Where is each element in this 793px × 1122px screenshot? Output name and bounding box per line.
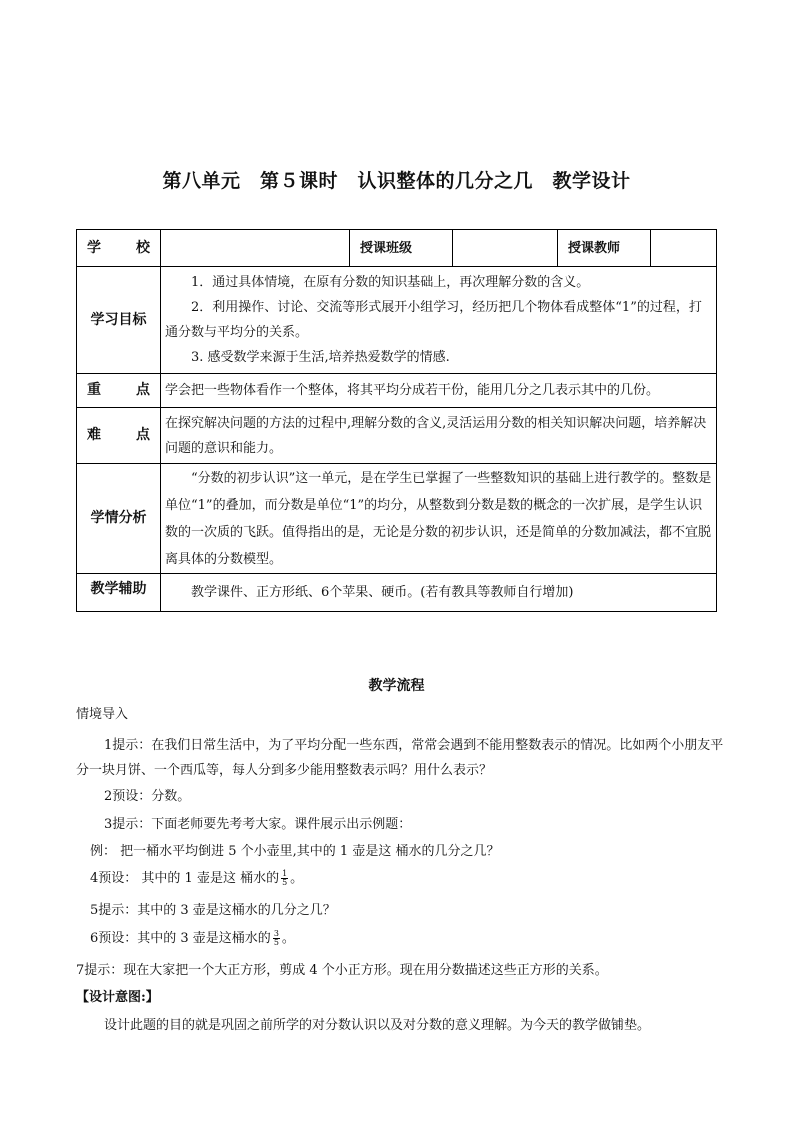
analysis-label: 学情分析 bbox=[77, 464, 161, 574]
key-point-text: 学会把一些物体看作一个整体，将其平均分成若干份，能用几分之几表示其中的几份。 bbox=[161, 374, 717, 408]
table-row-objectives bbox=[77, 267, 717, 374]
table-row-aids bbox=[77, 574, 717, 612]
school-label: 学 校 bbox=[77, 230, 161, 267]
table-row-key-point bbox=[77, 374, 717, 408]
aids-label: 教学辅助 bbox=[77, 574, 161, 612]
flow-intro: 情境导入 bbox=[76, 707, 129, 722]
design-intent-heading: 【设计意图:】 bbox=[76, 990, 159, 1005]
objectives-cell bbox=[161, 267, 717, 374]
class-label: 授课班级 bbox=[350, 230, 453, 267]
flow-line-8: 7提示：现在大家把一个大正方形，剪成 4 个小正方形。现在用分数描述这些正方形的关系。 bbox=[76, 963, 608, 978]
lesson-info-table bbox=[76, 229, 717, 612]
table-row-analysis bbox=[77, 464, 717, 574]
table-row-school bbox=[77, 230, 717, 267]
class-value bbox=[453, 230, 558, 267]
objective-item: 3. 感受数学来源于生活,培养热爱数学的情感. bbox=[191, 350, 450, 365]
difficulty-label: 难 点 bbox=[77, 408, 161, 464]
difficulty-text: 在探究解决问题的方法的过程中,理解分数的含义,灵活运用分数的相关知识解决问题，培养解决问题的意识和能力。 bbox=[161, 408, 717, 464]
document-title: 第八单元 第５课时 认识整体的几分之几 教学设计 bbox=[162, 170, 631, 192]
key-point-label: 重 点 bbox=[77, 374, 161, 408]
flow-section-title: 教学流程 bbox=[368, 678, 425, 694]
school-value bbox=[161, 230, 350, 267]
flow-line-1: 1提示：在我们日常生活中，为了平均分配一些东西，常常会遇到不能用整数表示的情况。比如两个小朋友平分一块月饼、一个西瓜等，每人分到多少能用整数表示吗？用什么表示？ bbox=[76, 738, 724, 778]
flow-line-3: 3提示：下面老师要先考考大家。课件展示出示例题： bbox=[104, 817, 412, 832]
teacher-value bbox=[651, 230, 717, 267]
fraction-one-fifth: $\frac{1}{5}$ bbox=[282, 869, 288, 887]
flow-line-6: 5提示：其中的 3 壶是这桶水的几分之几？ bbox=[90, 903, 336, 918]
flow-line-4: 例： 把一桶水平均倒进 5 个小壶里,其中的 1 壶是这 桶水的几分之几？ bbox=[90, 844, 500, 859]
flow-line-7: 6预设：其中的 3 壶是这桶水的 $\frac{3}{5}$ 。 bbox=[90, 929, 295, 947]
table-row-difficulty bbox=[77, 408, 717, 464]
objective-item: 2．利用操作、讨论、交流等形式展开小组学习，经历把几个物体看成整体“1”的过程，打通分数与平均分的关系。 bbox=[165, 300, 702, 340]
flow-line-5: 4预设： 其中的 1 壶是这 桶水的 $\frac{1}{5}$ 。 bbox=[90, 869, 304, 887]
flow-line-2: 2预设：分数。 bbox=[104, 789, 191, 804]
objectives-label: 学习目标 bbox=[77, 267, 161, 374]
objective-item: 1．通过具体情境，在原有分数的知识基础上，再次理解分数的含义。 bbox=[191, 275, 590, 290]
analysis-text: “分数的初步认识”这一单元，是在学生已掌握了一些整数知识的基础上进行教学的。整数是单位“1”的叠加，而分数是单位“1”的均分，从整数到分数是数的概念的一次扩展，是学生认识数的一次质的飞跃。值得指出的是，无论是分数的初步认识，还是简单的分数加减法，都不宜脱离具体的分数模型。 bbox=[161, 464, 717, 574]
fraction-three-fifths: $\frac{3}{5}$ bbox=[273, 929, 279, 947]
design-intent-text: 设计此题的目的就是巩固之前所学的对分数认识以及对分数的意义理解。为今天的教学做铺垫。 bbox=[104, 1018, 651, 1033]
aids-text: 教学课件、正方形纸、6个苹果、硬币。(若有教具等教师自行增加) bbox=[161, 574, 717, 612]
teacher-label: 授课教师 bbox=[558, 230, 651, 267]
